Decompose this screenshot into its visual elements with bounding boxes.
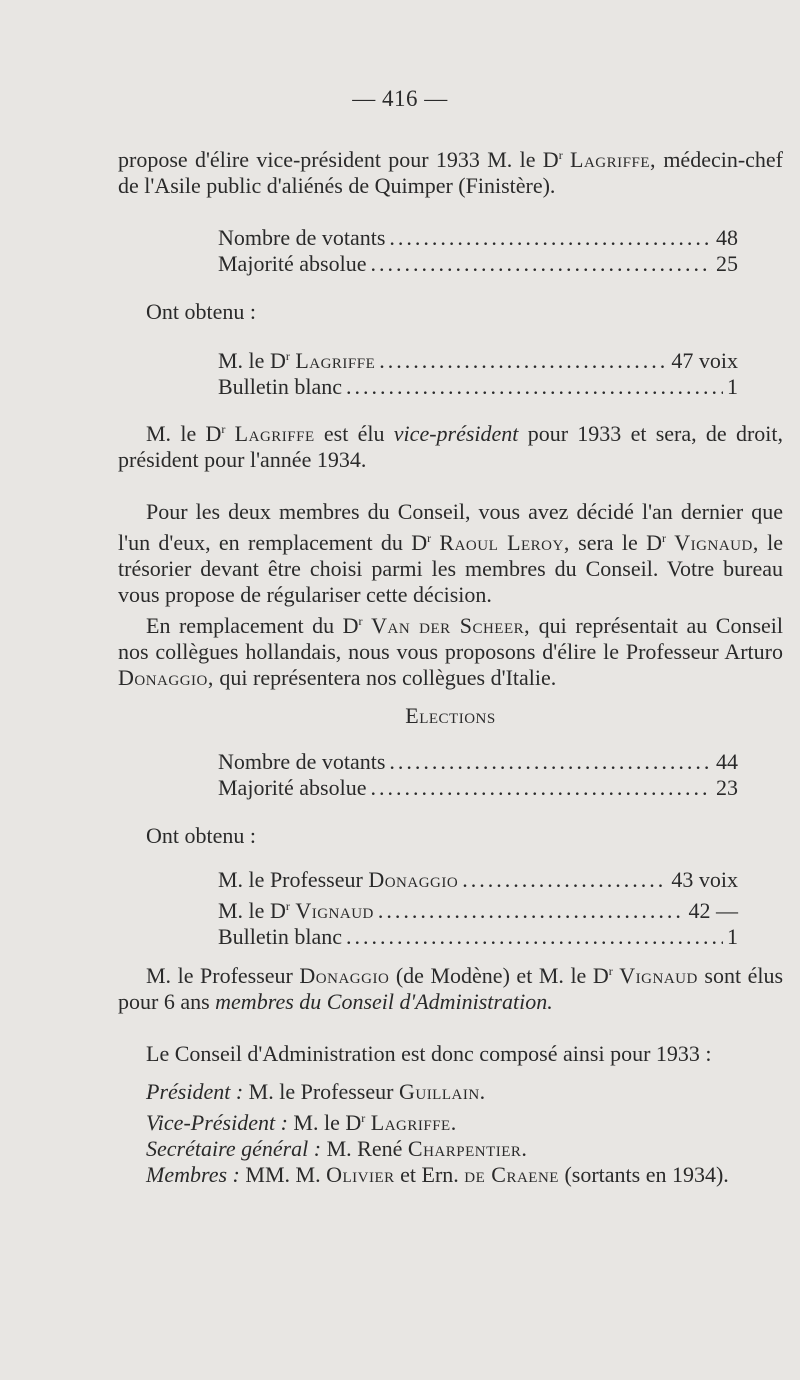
candidate-row: M. le $D^r$ Vignaud ..... 42 — <box>218 893 738 924</box>
board-members: Membres : MM. M. Olivier et Ern. de Craene (sortants en 1934). <box>146 1162 729 1187</box>
votants-row: Nombre de votants ..... 44 <box>218 749 738 775</box>
vote-results-2 <box>118 749 783 950</box>
candidate-row: M. le $D^r$ Lagriffe ..... 47 voix <box>218 343 738 374</box>
paragraph-2: M. le $D^r$ Lagriffe est élu vice-président pour 1933 et sera, de droit, président pour l'année 1934. <box>118 421 784 472</box>
body-text <box>118 142 783 1188</box>
majorite-row: Majorité absolue ..... 23 <box>218 775 738 801</box>
elections-heading: Elections <box>405 703 496 728</box>
paragraph-5: M. le Professeur Donaggio (de Modène) et M. le $D^r$ Vignaud sont élus pour 6 ans membres du Conseil d'Administration. <box>118 963 784 1014</box>
board-composition <box>118 1079 783 1188</box>
blanc-row: Bulletin blanc ..... 1 <box>218 374 738 400</box>
paragraph-3: Pour les deux membres du Conseil, vous avez décidé l'an dernier que l'un d'eux, en remplacement du $D^r$ Raoul Leroy, sera le $D^r$ Vignaud, le trésorier devant être choisi parmi les membres du Conseil. Votre bureau vous propose de régulariser cette décision. <box>118 499 784 607</box>
obtenu-label: Ont obtenu : <box>146 299 256 324</box>
majorite-row: Majorité absolue ..... 25 <box>218 251 738 277</box>
blanc-row: Bulletin blanc ..... 1 <box>218 924 738 950</box>
obtenu-label: Ont obtenu : <box>146 823 256 848</box>
paragraph-4: En remplacement du $D^r$ Van der Scheer, qui représentait au Conseil nos collègues hollandais, nous vous proposons d'élire le Professeur Arturo Donaggio, qui représentera nos collègues d'Italie. <box>118 613 783 690</box>
board-president: Président : M. le Professeur Guillain. <box>146 1079 486 1104</box>
paragraph-1: propose d'élire vice-président pour 1933 M. le $D^r$ Lagriffe, médecin-chef de l'Asile public d'aliénés de Quimper (Finistère). <box>118 147 784 198</box>
board-vice-president: Vice-Président : M. le $D^r$ Lagriffe. <box>146 1110 457 1135</box>
board-secretary: Secrétaire général : M. René Charpentier. <box>146 1136 528 1161</box>
paragraph-6: Le Conseil d'Administration est donc composé ainsi pour 1933 : <box>146 1041 712 1066</box>
page-number: — 416 — <box>352 86 448 111</box>
candidate-row: M. le Professeur Donaggio ..... 43 voix <box>218 867 738 893</box>
votants-row: Nombre de votants ..... 48 <box>218 225 738 251</box>
vote-results-1 <box>118 225 783 400</box>
